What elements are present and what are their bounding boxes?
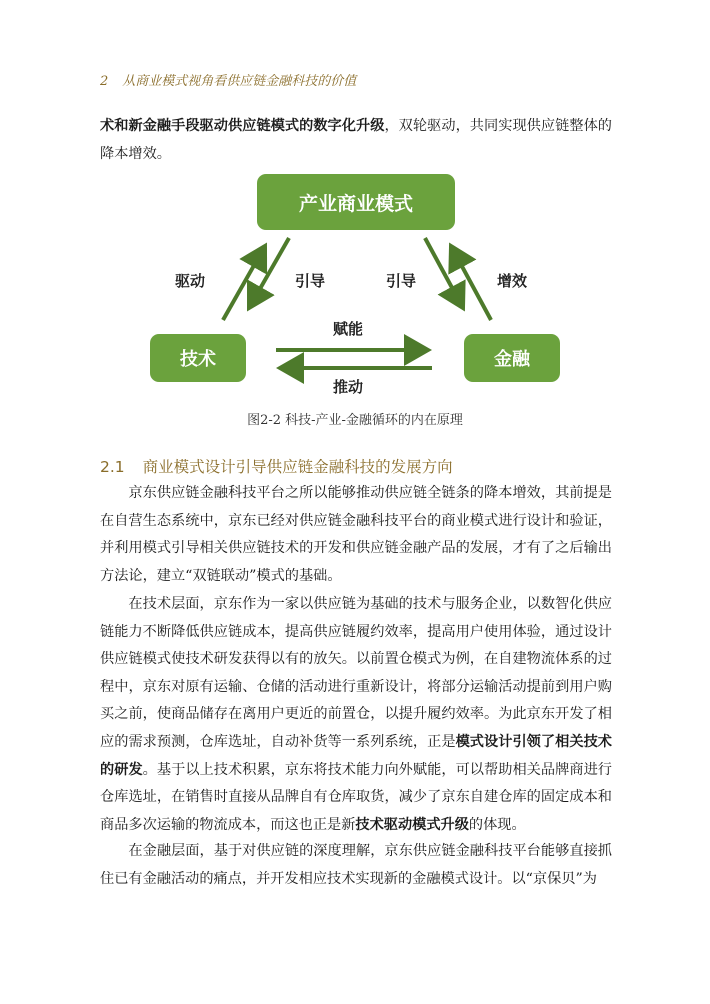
section-number: 2.1 [100, 458, 125, 476]
p2-text-e: 的体现。 [468, 816, 526, 833]
label-guide-right: 引导 [386, 272, 417, 290]
label-guide-left: 引导 [295, 272, 326, 290]
label-push: 推动 [333, 378, 364, 396]
intro-text: ，双轮驱动，共同实现供应链整体的降本增效。 [100, 118, 612, 162]
paragraph-1: 京东供应链金融科技平台之所以能够推动供应链全链条的降本增效，其前提是在自营生态系统中，京东已经对供应链金融科技平台的商业模式进行设计和验证，并利用模式引导相关供应链技术的开发和供应链金融产品的发展，才有了之后输出方法论，建立“双链联动”模式的基础。 [100, 485, 612, 584]
paragraph-3: 在金融层面，基于对供应链的深度理解，京东供应链金融科技平台能够直接抓住已有金融活动的痛点，并开发相应技术实现新的金融模式设计。以“京保贝”为 [100, 843, 612, 887]
arrow-efficiency [451, 246, 491, 320]
arrow-guide-tech [249, 238, 289, 308]
figure-caption: 图2-2 科技-产业-金融循环的内在原理 [247, 413, 463, 428]
cycle-diagram [145, 170, 565, 396]
paragraph-2 [100, 591, 612, 839]
section-title: 商业模式设计引导供应链金融科技的发展方向 [142, 458, 453, 476]
chapter-number: 2 [100, 74, 109, 89]
p2-text-a: 在技术层面，京东作为一家以供应链为基础的技术与服务企业，以数智化供应链能力不断降低供应链成本，提高供应链履约效率，提高用户使用体验，通过设计供应链模式使技术研发获得以有的放矢。以前置仓模式为例，在自建物流体系的过程中，京东对原有运输、仓储的活动进行重新设计，将部分运输活动提前到用户购买之前，使商品储存在离用户更近的前置仓，以提升履约效率。为此京东开发了相应的需求预测，仓库选址，自动补货等一系列系统，正是 [100, 596, 612, 750]
p2-text-c: 。基于以上技术积累，京东将技术能力向外赋能，可以帮助相关品牌商进行仓库选址，在销售时直接从品牌自有仓库取货，减少了京东自建仓库的固定成本和商品多次运输的物流成本，而这也正是新 [100, 761, 612, 833]
intro-bold-text: 术和新金融手段驱动供应链模式的数字化升级 [100, 118, 385, 134]
box-industry-model: 产业商业模式 [257, 174, 455, 230]
arrow-guide-finance [425, 238, 463, 308]
box-technology: 技术 [150, 334, 246, 382]
section-heading [100, 455, 453, 477]
label-efficiency: 增效 [497, 272, 528, 290]
p2-bold-b: 模式设计引领了相关技术的研发 [100, 733, 612, 778]
label-empower: 赋能 [333, 320, 364, 338]
chapter-title: 从商业模式视角看供应链金融科技的价值 [122, 74, 357, 89]
intro-paragraph [100, 113, 612, 168]
box-finance: 金融 [464, 334, 560, 382]
p2-bold-d: 技术驱动模式升级 [355, 816, 469, 833]
running-header [100, 70, 356, 89]
label-drive: 驱动 [175, 272, 206, 290]
arrow-drive [223, 246, 265, 320]
